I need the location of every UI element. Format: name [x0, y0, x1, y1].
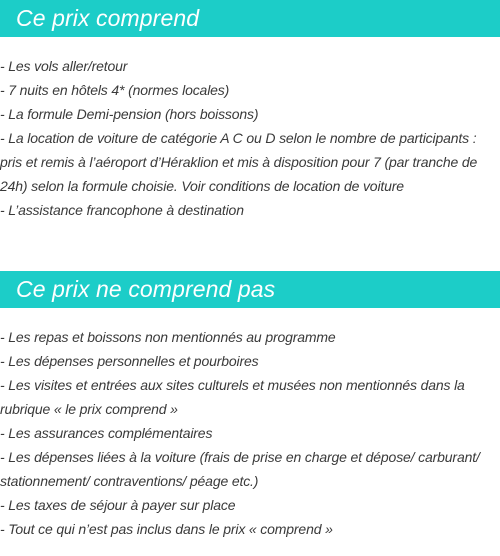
excluded-item: - Les visites et entrées aux sites culturels et musées non mentionnés dans la rubrique « le prix comprend » — [0, 377, 465, 417]
excluded-section-title: Ce prix ne comprend pas — [0, 271, 500, 308]
excluded-item: - Tout ce qui n’est pas inclus dans le prix « comprend » — [0, 521, 333, 537]
included-item: - Les vols aller/retour — [0, 58, 128, 74]
excluded-item: - Les dépenses personnelles et pourboires — [0, 353, 259, 369]
included-section-title: Ce prix comprend — [0, 0, 500, 37]
excluded-item: - Les assurances complémentaires — [0, 425, 213, 441]
included-item: - 7 nuits en hôtels 4* (normes locales) — [0, 82, 230, 98]
included-item: - La formule Demi-pension (hors boissons) — [0, 106, 259, 122]
included-item: - La location de voiture de catégorie A C ou D selon le nombre de participants : pris et remis à l’aéroport d’Héraklion et mis à disposition pour 7 (par tranche de 24h) selon la formule choisie. Voir conditions de location de voiture — [0, 130, 478, 194]
excluded-items-list — [0, 325, 500, 541]
excluded-item: - Les dépenses liées à la voiture (frais de prise en charge et dépose/ carburant/ stationnement/ contraventions/ péage etc.) — [0, 449, 480, 489]
excluded-item: - Les repas et boissons non mentionnés au programme — [0, 329, 336, 345]
included-item: - L’assistance francophone à destination — [0, 202, 244, 218]
excluded-item: - Les taxes de séjour à payer sur place — [0, 497, 236, 513]
included-items-list — [0, 54, 500, 222]
